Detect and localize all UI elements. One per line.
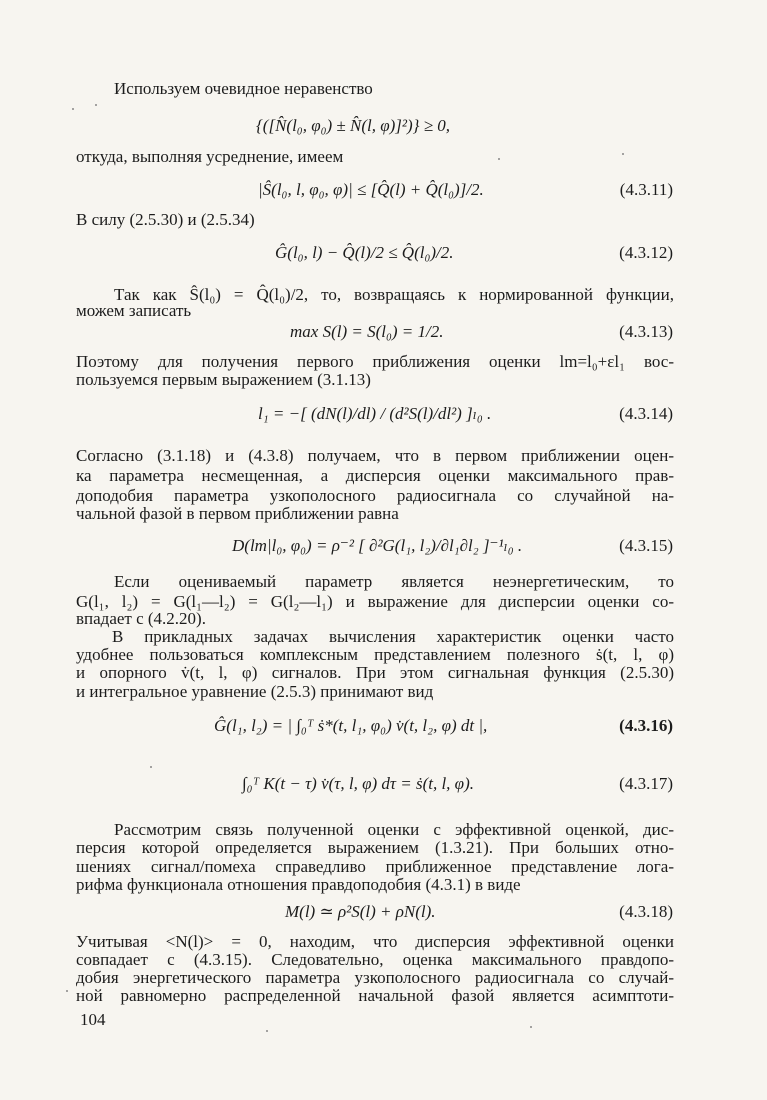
equation-number: (4.3.11) bbox=[619, 180, 673, 199]
text-line: можем записать bbox=[76, 301, 192, 320]
scan-speck bbox=[72, 108, 74, 110]
equation-4-3-14: l₁ = −[ (dN(l)/dl) / (d²S(l)/dl²) ]ₗ₀ . bbox=[258, 404, 492, 423]
text-line: шениях сигнал/помеха справедливо приближенное представление лога- bbox=[76, 857, 674, 876]
text-line: Учитывая <N(l)> = 0, находим, что дисперсия эффективной оценки bbox=[76, 932, 674, 951]
scan-speck bbox=[530, 1026, 532, 1028]
equation-number: (4.3.18) bbox=[619, 902, 673, 921]
text-line: персия которой определяется выражением (1.3.21). При больших отно- bbox=[76, 838, 674, 857]
equation-4-3-16: Ĝ(l₁, l₂) = | ∫₀ᵀ ṡ*(t, l₁, φ₀) v̇(t, l₂, φ) dt |, bbox=[214, 716, 488, 735]
text-line: Если оцениваемый параметр является неэнергетическим, то bbox=[114, 572, 674, 591]
text-line: откуда, выполняя усреднение, имеем bbox=[76, 147, 344, 166]
text-line: и опорного v̇(t, l, φ) сигналов. При этом сигнальная функция (2.5.30) bbox=[76, 663, 674, 682]
text-line: рифма функционала отношения правдоподобия (4.3.1) в виде bbox=[76, 875, 521, 894]
scan-speck bbox=[66, 990, 68, 992]
equation-number: (4.3.12) bbox=[619, 243, 673, 262]
text-line: Так как Ŝ(l₀) = Q̂(l₀)/2, то, возвращаясь к нормированной функции, bbox=[114, 285, 674, 304]
page-number: 104 bbox=[80, 1010, 106, 1029]
equation-4-3-15: D(lm|l₀, φ₀) = ρ⁻² [ ∂²G(l₁, l₂)/∂l₁∂l₂ ]⁻¹ₗ₀ . bbox=[232, 536, 523, 555]
text-line: Рассмотрим связь полученной оценки с эффективной оценкой, дис- bbox=[114, 820, 674, 839]
text-line: Поэтому для получения первого приближения оценки lm=l₀+εl₁ вос- bbox=[76, 352, 674, 371]
text-line: впадает с (4.2.20). bbox=[76, 609, 206, 628]
equation-number: (4.3.16) bbox=[619, 716, 673, 735]
scan-speck bbox=[266, 1030, 268, 1032]
equation-4-3-18: M(l) ≃ ρ²S(l) + ρN(l). bbox=[285, 902, 436, 921]
text-line: В силу (2.5.30) и (2.5.34) bbox=[76, 210, 255, 229]
equation-4-3-11: |Ŝ(l₀, l, φ₀, φ)| ≤ [Q̂(l) + Q̂(l₀)]/2. bbox=[258, 180, 484, 199]
equation-inequality: {([N̂(l₀, φ₀) ± N̂(l, φ)]²)} ≥ 0, bbox=[256, 116, 451, 135]
text-line: Согласно (3.1.18) и (4.3.8) получаем, что в первом приближении оцен- bbox=[76, 446, 674, 465]
text-line: ной равномерно распределенной начальной фазой является асимптоти- bbox=[76, 986, 674, 1005]
text-line: совпадает с (4.3.15). Следовательно, оценка максимального правдопо- bbox=[76, 950, 674, 969]
scan-speck bbox=[150, 766, 152, 768]
text-line: G(l₁, l₂) = G(l₁—l₂) = G(l₂—l₁) и выражение для дисперсии оценки со- bbox=[76, 592, 674, 611]
equation-4-3-13: max S(l) = S(l₀) = 1/2. bbox=[290, 322, 444, 341]
text-line: удобнее пользоваться комплексным представлением полезного ṡ(t, l, φ) bbox=[76, 645, 674, 664]
text-line: добия энергетического параметра узкополосного радиосигнала со случай- bbox=[76, 968, 674, 987]
equation-number: (4.3.15) bbox=[619, 536, 673, 555]
text-line: и интегральное уравнение (2.5.3) принимают вид bbox=[76, 682, 434, 701]
equation-4-3-12: Ĝ(l₀, l) − Q̂(l)/2 ≤ Q̂(l₀)/2. bbox=[275, 243, 454, 262]
equation-number: (4.3.17) bbox=[619, 774, 673, 793]
text-line: чальной фазой в первом приближении равна bbox=[76, 504, 399, 523]
equation-4-3-17: ∫₀ᵀ K(t − τ) v̇(τ, l, φ) dτ = ṡ(t, l, φ). bbox=[242, 774, 474, 793]
scan-speck bbox=[622, 153, 624, 155]
text-line: В прикладных задачах вычисления характеристик оценки часто bbox=[112, 627, 674, 646]
text-line: Используем очевидное неравенство bbox=[114, 79, 373, 98]
text-line: ка параметра несмещенная, а дисперсия оценки максимального прав- bbox=[76, 466, 674, 485]
equation-number: (4.3.14) bbox=[619, 404, 673, 423]
text-line: доподобия параметра узкополосного радиосигнала со случайной на- bbox=[76, 486, 674, 505]
equation-number: (4.3.13) bbox=[619, 322, 673, 341]
text-line: пользуемся первым выражением (3.1.13) bbox=[76, 370, 371, 389]
scan-speck bbox=[498, 158, 500, 160]
scan-speck bbox=[95, 104, 97, 106]
